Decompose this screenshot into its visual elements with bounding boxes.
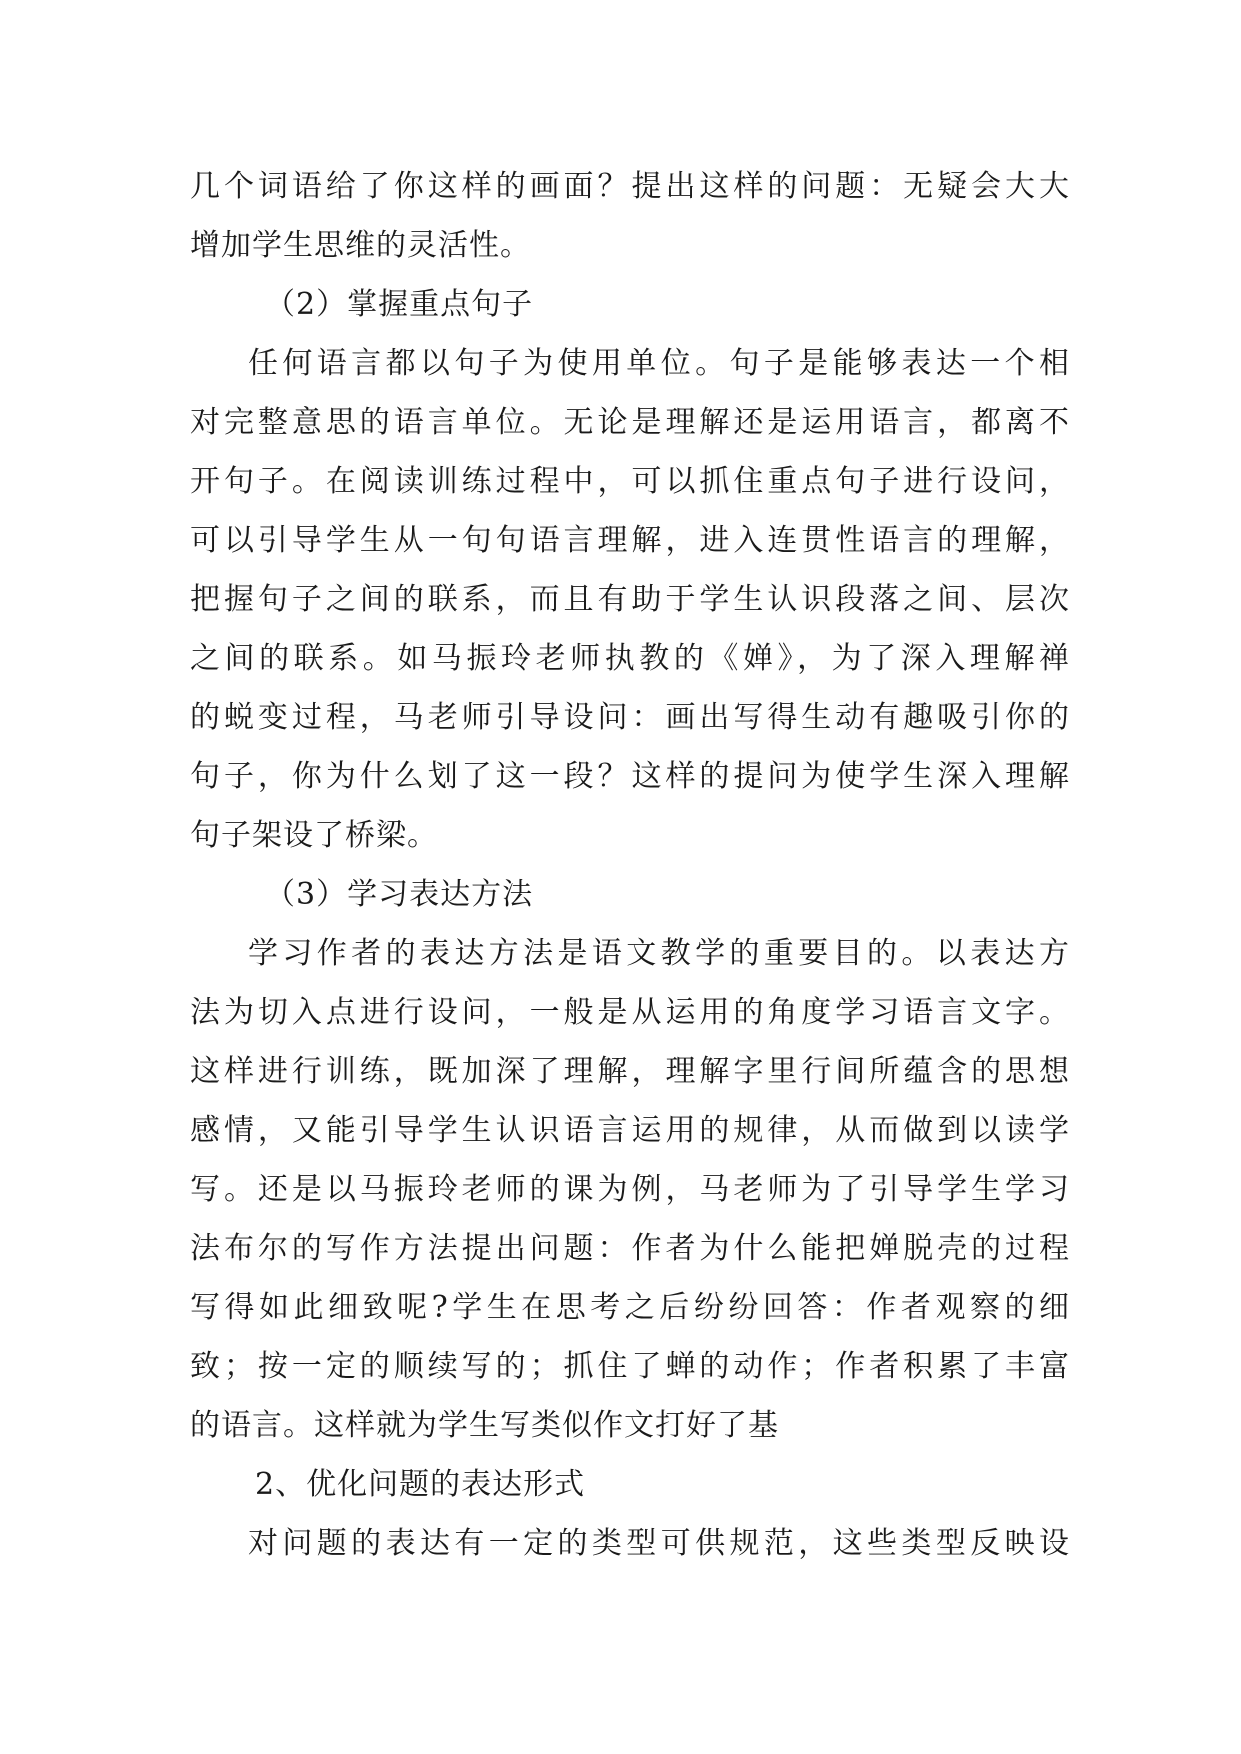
text-line: 对完整意思的语言单位。无论是理解还是运用语言，都离不 xyxy=(190,405,1070,440)
text-line: 写。还是以马振玲老师的课为例，马老师为了引导学生学习 xyxy=(190,1172,1070,1207)
text-line: 的语言。这样就为学生写类似作文打好了基 xyxy=(190,1408,779,1443)
text-line: 任何语言都以句子为使用单位。句子是能够表达一个相 xyxy=(248,346,1070,381)
text-line: 之间的联系。如马振玲老师执教的《婵》，为了深入理解禅 xyxy=(190,641,1070,676)
text-line: 的蜕变过程，马老师引导设问：画出写得生动有趣吸引你的 xyxy=(190,700,1070,735)
text-line: 句子，你为什么划了这一段？这样的提问为使学生深入理解 xyxy=(190,759,1070,794)
section-heading: （3）学习表达方法 xyxy=(265,877,534,912)
text-line: 开句子。在阅读训练过程中，可以抓住重点句子进行设问， xyxy=(190,464,1070,499)
text-line: 感情，又能引导学生认识语言运用的规律，从而做到以读学 xyxy=(190,1113,1070,1148)
text-line: 法布尔的写作方法提出问题：作者为什么能把婵脱壳的过程 xyxy=(190,1231,1070,1266)
text-line: 句子架设了桥梁。 xyxy=(190,818,438,853)
text-line: 几个词语给了你这样的画面？提出这样的问题：无疑会大大 xyxy=(190,169,1070,204)
section-heading: （2）掌握重点句子 xyxy=(265,287,534,322)
text-line: 写得如此细致呢?学生在思考之后纷纷回答：作者观察的细 xyxy=(190,1290,1070,1325)
text-line: 学习作者的表达方法是语文教学的重要目的。以表达方 xyxy=(248,936,1070,971)
text-line: 法为切入点进行设问，一般是从运用的角度学习语言文字。 xyxy=(190,995,1070,1030)
text-line: 对问题的表达有一定的类型可供规范，这些类型反映设 xyxy=(248,1526,1070,1561)
body-text xyxy=(190,157,1070,1573)
text-line: 这样进行训练，既加深了理解，理解字里行间所蕴含的思想 xyxy=(190,1054,1070,1089)
text-line: 增加学生思维的灵活性。 xyxy=(190,228,531,263)
text-line: 致；按一定的顺续写的；抓住了蝉的动作；作者积累了丰富 xyxy=(190,1349,1070,1384)
section-heading: 2、优化问题的表达形式 xyxy=(255,1467,586,1502)
text-line: 可以引导学生从一句句语言理解，进入连贯性语言的理解， xyxy=(190,523,1070,558)
text-line: 把握句子之间的联系，而且有助于学生认识段落之间、层次 xyxy=(190,582,1070,617)
